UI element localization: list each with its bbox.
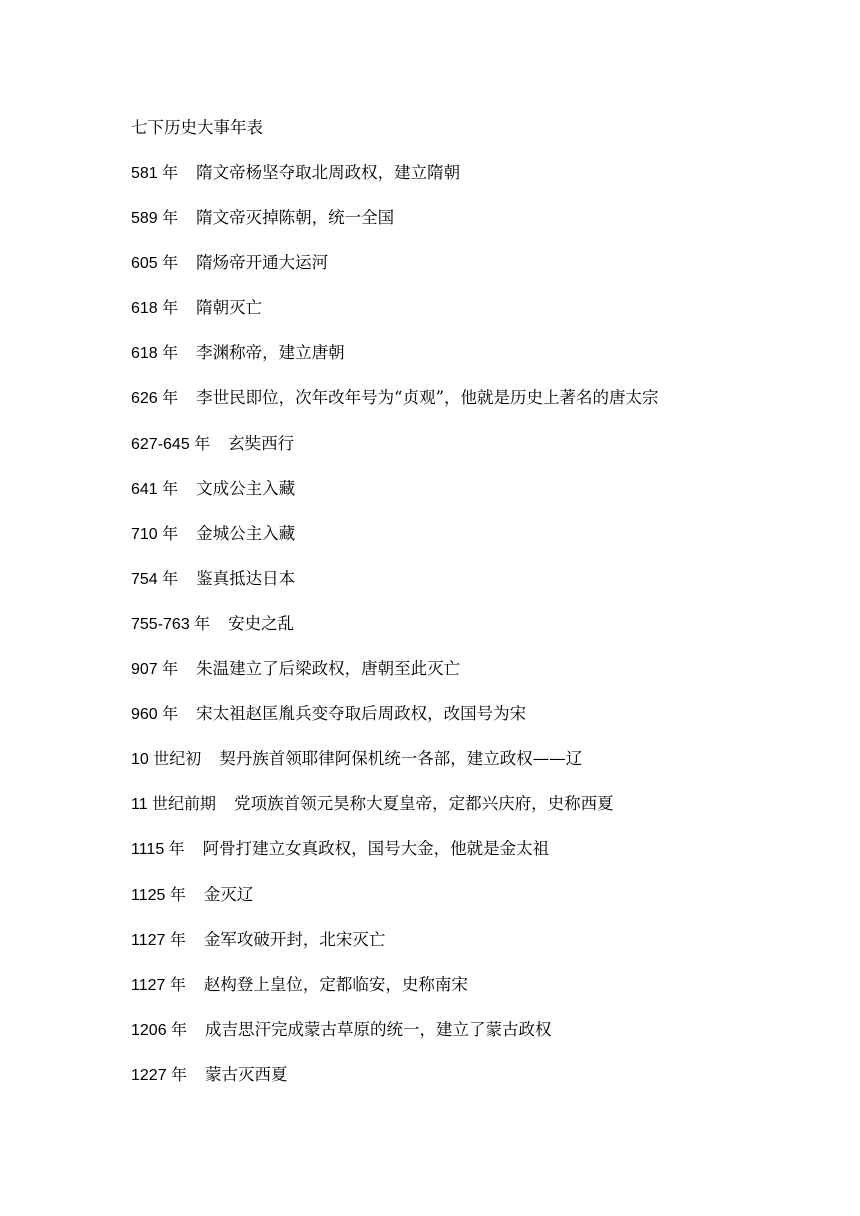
event-row [131,610,831,655]
event-date: 626 年 [131,390,179,408]
event-date: 641 年 [131,480,179,498]
event-description: 赵构登上皇位，定都临安，史称南宋 [203,974,468,994]
event-row [131,926,831,971]
event-description: 契丹族首领耶律阿保机统一各部，建立政权——辽 [219,749,583,769]
event-date: 754 年 [131,570,179,588]
event-description: 金灭辽 [203,884,254,904]
event-description: 金军攻破开封，北宋灭亡 [203,929,386,949]
event-description: 玄奘西行 [228,433,295,453]
event-row [131,204,831,249]
event-description: 蒙古灭西夏 [205,1064,288,1084]
document-page [131,114,831,1106]
event-date: 907 年 [131,661,179,679]
event-row [131,745,831,790]
event-row [131,475,831,520]
event-list [131,159,831,1106]
event-date: 960 年 [131,706,179,724]
event-description: 李世民即位，次年改年号为“贞观”，他就是历史上著名的唐太宗 [196,388,659,408]
event-row [131,249,831,294]
event-row [131,655,831,700]
event-date: 1115 年 [131,841,185,859]
event-date: 10 世纪初 [131,751,202,769]
event-description: 隋朝灭亡 [196,298,263,318]
event-description: 文成公主入藏 [196,478,296,498]
event-row [131,430,831,475]
event-description: 金城公主入藏 [196,523,296,543]
event-date: 618 年 [131,345,179,363]
event-row [131,700,831,745]
event-date: 1125 年 [131,886,186,904]
document-title: 七下历史大事年表 [131,118,263,137]
event-description: 朱温建立了后梁政权，唐朝至此灭亡 [196,659,461,679]
event-date: 605 年 [131,255,179,273]
event-row [131,835,831,880]
event-row [131,294,831,339]
event-row [131,384,831,429]
event-description: 隋炀帝开通大运河 [196,253,329,273]
event-date: 618 年 [131,300,179,318]
event-row [131,565,831,610]
event-date: 1206 年 [131,1021,188,1039]
event-date: 627-645 年 [131,435,211,453]
event-row [131,790,831,835]
event-description: 李渊称帝，建立唐朝 [196,343,345,363]
event-description: 鉴真抵达日本 [196,568,296,588]
event-row [131,1016,831,1061]
event-row [131,881,831,926]
event-date: 11 世纪前期 [131,796,217,814]
event-row [131,520,831,565]
event-description: 隋文帝灭掉陈朝，统一全国 [196,208,395,228]
event-date: 581 年 [131,165,179,182]
event-description: 安史之乱 [228,613,295,633]
event-description: 宋太祖赵匡胤兵变夺取后周政权，改国号为宋 [196,704,527,724]
event-description: 阿骨打建立女真政权，国号大金，他就是金太祖 [202,839,550,859]
event-description: 成吉思汗完成蒙古草原的统一，建立了蒙古政权 [205,1019,552,1039]
event-date: 1127 年 [131,976,186,994]
event-date: 755-763 年 [131,615,211,633]
event-row [131,339,831,384]
event-row [131,159,831,204]
event-row [131,971,831,1016]
event-date: 1227 年 [131,1066,188,1084]
event-date: 710 年 [131,525,179,543]
event-description: 隋文帝杨坚夺取北周政权，建立隋朝 [196,163,461,182]
event-date: 589 年 [131,210,179,228]
event-row [131,1061,831,1106]
event-date: 1127 年 [131,931,186,949]
event-description: 党项族首领元昊称大夏皇帝，定都兴庆府，史称西夏 [234,794,614,814]
